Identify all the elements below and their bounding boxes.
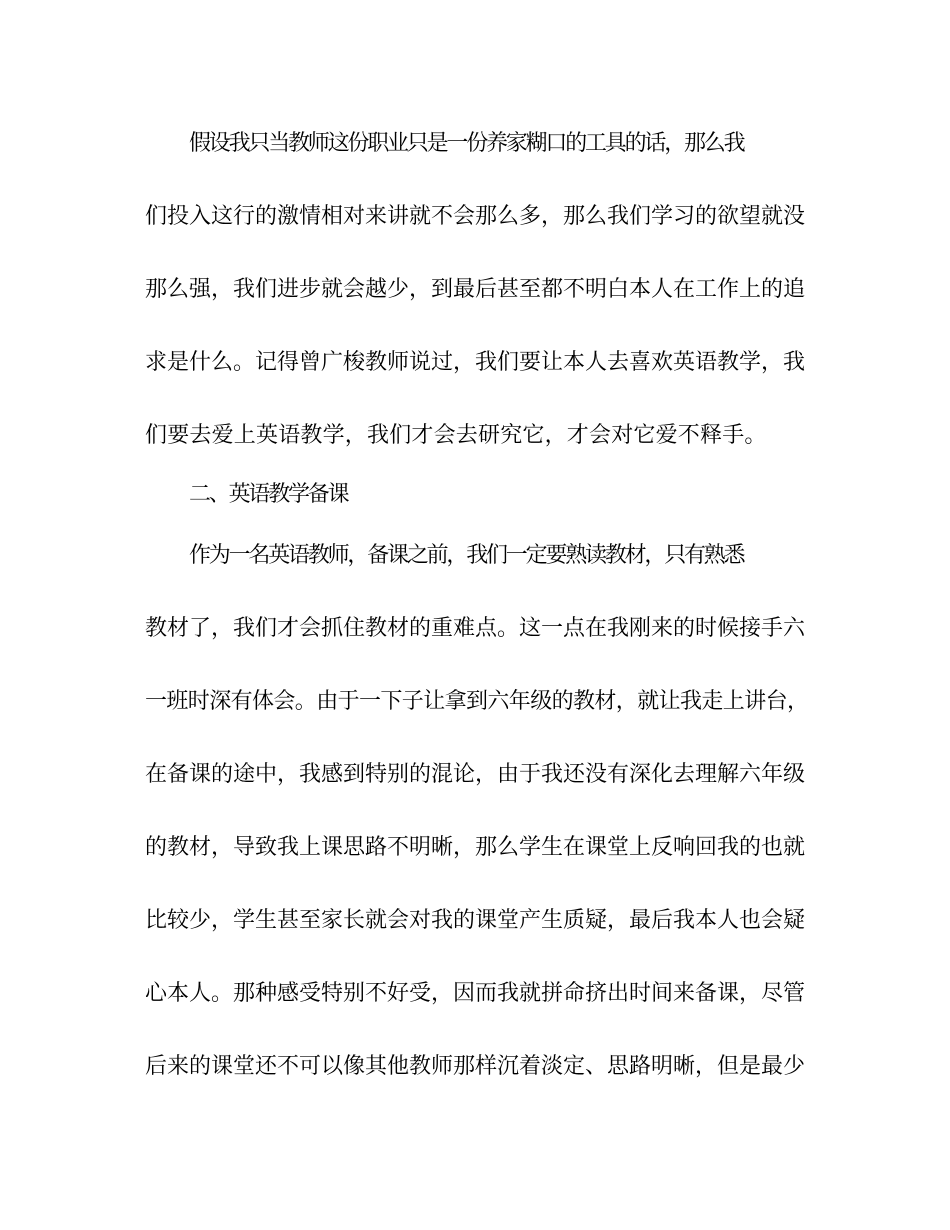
paragraph-line: 作为一名英语教师，备课之前，我们一定要熟读教材，只有熟悉 — [189, 543, 744, 568]
paragraph-line: 在备课的途中，我感到特别的混论，由于我还没有深化去理解六年级 — [145, 762, 806, 787]
section-heading: 二、英语教学备课 — [189, 482, 348, 507]
paragraph-line: 一班时深有体会。由于一下子让拿到六年级的教材，就让我走上讲台， — [145, 689, 809, 714]
paragraph-line: 的教材，导致我上课思路不明晰，那么学生在课堂上反响回我的也就 — [145, 835, 806, 860]
paragraph-line: 那么强，我们进步就会越少，到最后甚至都不明白本人在工作上的追 — [145, 277, 806, 302]
paragraph-line: 比较少，学生甚至家长就会对我的课堂产生质疑，最后我本人也会疑 — [145, 908, 806, 933]
paragraph-line: 们要去爱上英语教学，我们才会去研究它，才会对它爱不释手。 — [145, 423, 767, 448]
paragraph-line: 假设我只当教师这份职业只是一份养家糊口的工具的话，那么我 — [189, 131, 744, 156]
paragraph-line: 求是什么。记得曾广梭教师说过，我们要让本人去喜欢英语教学，我 — [145, 350, 806, 375]
paragraph-line: 们投入这行的激情相对来讲就不会那么多，那么我们学习的欲望就没 — [145, 204, 806, 229]
paragraph-line: 心本人。那种感受特别不好受，因而我就拼命挤出时间来备课，尽管 — [145, 981, 806, 1006]
paragraph-line: 后来的课堂还不可以像其他教师那样沉着淡定、思路明晰，但是最少 — [145, 1054, 806, 1079]
paragraph-line: 教材了，我们才会抓住教材的重难点。这一点在我刚来的时候接手六 — [145, 616, 806, 641]
